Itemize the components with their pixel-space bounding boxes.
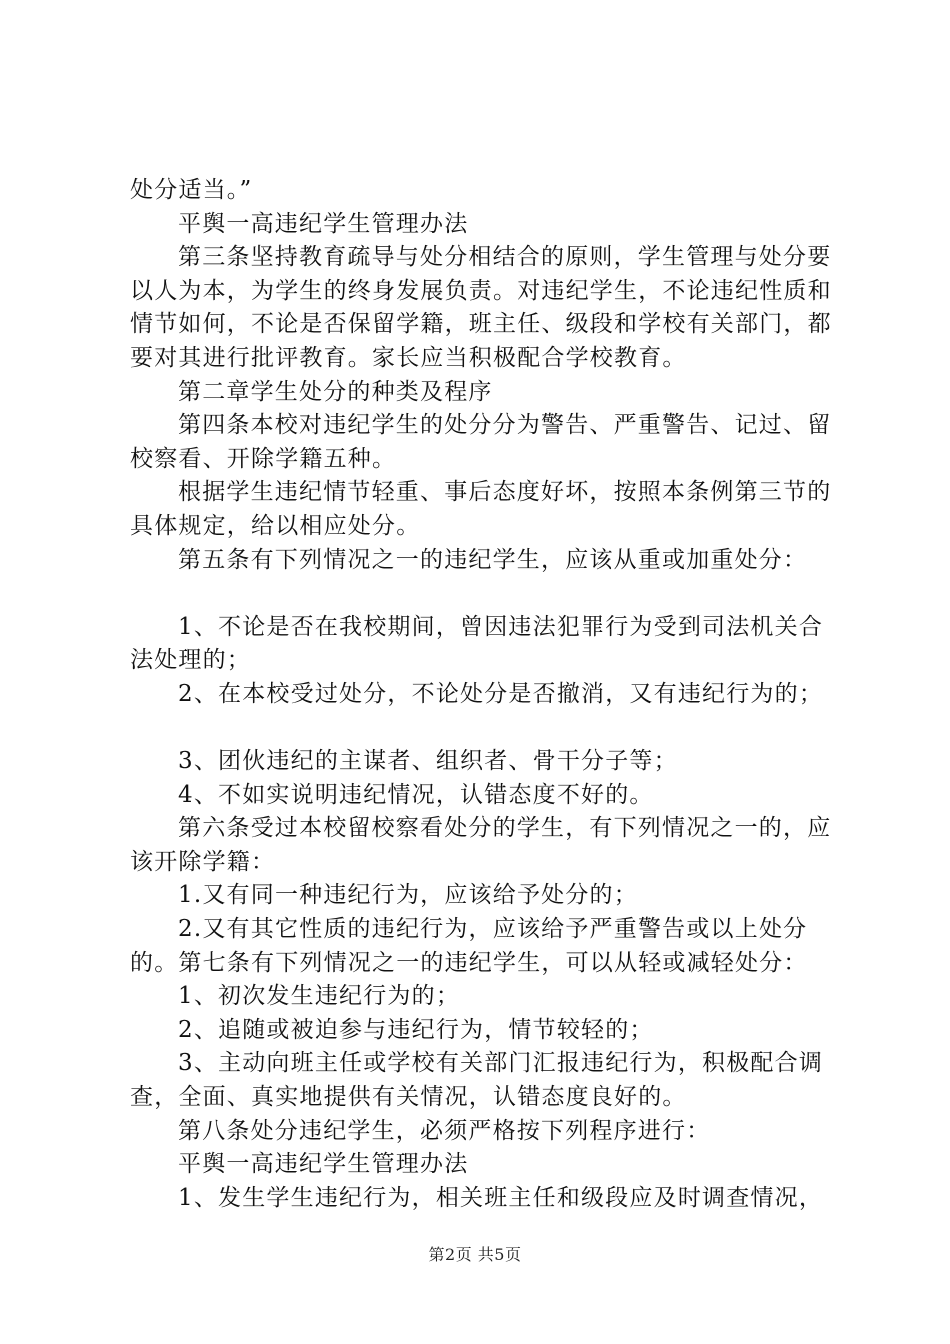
list-item: 4、不如实说明违纪情况，认错态度不好的。 — [178, 781, 654, 808]
chapter-heading: 第二章学生处分的种类及程序 — [178, 378, 493, 405]
list-item: 1、发生学生违纪行为，相关班主任和级段应及时调查情况， — [178, 1184, 824, 1211]
list-item: 2、在本校受过处分，不论处分是否撤消，又有违纪行为的； — [178, 680, 824, 707]
blank-line — [130, 577, 842, 611]
paragraph: 第五条有下列情况之一的违纪学生，应该从重或加重处分： — [178, 546, 808, 573]
section-heading: 平舆一高违纪学生管理办法 — [178, 210, 469, 237]
document-body — [130, 174, 842, 1215]
blank-line — [130, 712, 842, 746]
list-item: 2.又有其它性质的违纪行为，应该给予严重警告或以上处分的。第七条有下列情况之一的违纪学生，可以从轻或减轻处分： — [130, 916, 808, 976]
list-item: 1、不论是否在我校期间，曾因违法犯罪行为受到司法机关合法处理的； — [130, 613, 824, 674]
list-item: 1、初次发生违纪行为的； — [178, 983, 461, 1010]
paragraph: 第六条受过本校留校察看处分的学生，有下列情况之一的，应该开除学籍： — [130, 815, 832, 875]
page-number-footer: 第2页 共5页 — [428, 1245, 522, 1264]
paragraph: 第三条坚持教育疏导与处分相结合的原则，学生管理与处分要以人为本，为学生的终身发展负责。对违纪学生，不论违纪性质和情节如何，不论是否保留学籍，班主任、级段和学校有关部门，都要对其进行批评教育。家长应当积极配合学校教育。 — [130, 244, 832, 371]
paragraph: 第四条本校对违纪学生的处分分为警告、严重警告、记过、留校察看、开除学籍五种。 — [130, 412, 832, 472]
list-item: 2、追随或被迫参与违纪行为，情节较轻的； — [178, 1016, 654, 1043]
section-heading: 平舆一高违纪学生管理办法 — [178, 1151, 469, 1178]
list-item: 1.又有同一种违纪行为，应该给予处分的； — [178, 882, 638, 909]
paragraph: 第八条处分违纪学生，必须严格按下列程序进行： — [178, 1117, 711, 1144]
list-item: 3、主动向班主任或学校有关部门汇报违纪行为，积极配合调查，全面、真实地提供有关情况，认错态度良好的。 — [130, 1050, 824, 1111]
list-item: 3、团伙违纪的主谋者、组织者、骨干分子等； — [178, 748, 678, 775]
paragraph: 根据学生违纪情节轻重、事后态度好坏，按照本条例第三节的具体规定，给以相应处分。 — [130, 479, 832, 539]
paragraph: 处分适当。” — [130, 177, 253, 203]
